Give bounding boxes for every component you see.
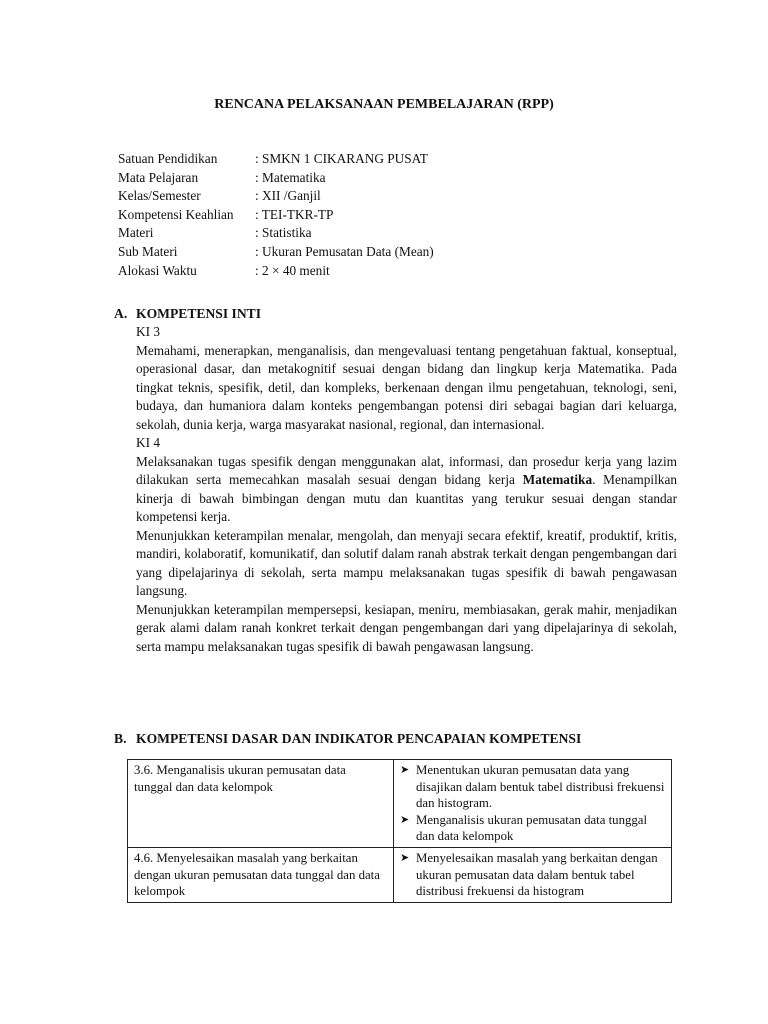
- ki3-label: KI 3: [136, 324, 161, 339]
- identity-value: : SMKN 1 CIKARANG PUSAT: [255, 151, 428, 166]
- arrow-bullet-icon: ➤: [400, 851, 410, 864]
- identity-label: Materi: [118, 225, 154, 241]
- indicator-text: Menyelesaikan masalah yang berkaitan dengan ukuran pemusatan data dalam bentuk tabel distribusi frekuensi da histogram: [416, 850, 658, 899]
- identity-row: [118, 206, 434, 225]
- ki4-paragraph-3: Menunjukkan keterampilan mempersepsi, kesiapan, meniru, membiasakan, gerak mahir, menjadikan gerak alami dalam ranah konkret terkait dengan pengembangan dari yang dipelajarinya di sekolah, serta mampu melaksanakan tugas spesifik di bawah pengawasan langsung.: [136, 601, 677, 654]
- ki4-paragraph-2: Menunjukkan keterampilan menalar, mengolah, dan menyaji secara efektif, kreatif, produktif, kritis, mandiri, kolaboratif, komunikatif, dan solutif dalam ranah abstrak terkait dengan pengembangan dari yang dipelajarinya di sekolah, serta mampu melaksanakan tugas spesifik di bawah pengawasan langsung.: [136, 527, 677, 598]
- arrow-bullet-icon: ➤: [400, 813, 410, 826]
- ki4-paragraph-1: [136, 453, 677, 527]
- ki4-label: KI 4: [136, 435, 161, 450]
- identity-row: [118, 243, 434, 262]
- identity-row: [118, 169, 434, 188]
- section-a-letter: A.: [114, 306, 128, 321]
- arrow-bullet-icon: ➤: [400, 764, 410, 776]
- kd-cell: 3.6. Menganalisis ukuran pemusatan data tunggal dan data kelompok: [128, 760, 394, 848]
- identity-value: : Ukuran Pemusatan Data (Mean): [255, 243, 434, 259]
- identity-value: : TEI-TKR-TP: [255, 206, 334, 222]
- identity-label: Kelas/Semester: [118, 188, 201, 204]
- identity-row: [118, 224, 434, 243]
- identity-label: Sub Materi: [118, 243, 178, 259]
- indicator-item: [400, 762, 665, 812]
- identity-table: [118, 150, 434, 280]
- table-row: [128, 760, 672, 848]
- ki4-text-before: Melaksanakan tugas spesifik dengan menggunakan alat, informasi, dan prosedur kerja yang lazim dilakukan serta memecahkan masalah sesuai dengan bidang kerja: [136, 453, 677, 487]
- indicator-item: [400, 812, 665, 845]
- section-a-title: KOMPETENSI INTI: [136, 306, 262, 321]
- kd-cell: 4.6. Menyelesaikan masalah yang berkaitan dengan ukuran pemusatan data tunggal dan data kelompok: [128, 847, 394, 902]
- identity-label: Kompetensi Keahlian: [118, 206, 234, 222]
- identity-row: [118, 187, 434, 206]
- ki3-text: Memahami, menerapkan, menganalisis, dan mengevaluasi tentang pengetahuan faktual, konseptual, operasional dasar, dan metakognitif sesuai dengan bidang dan lingkup kerja Matematika. Pada tingkat teknis, spesifik, detil, dan kompleks, berkenaan dengan ilmu pengetahuan, teknologi, seni, budaya, dan humaniora dalam konteks pengembangan potensi diri sebagai bagian dari keluarga, sekolah, dunia kerja, warga masyarakat nasional, regional, dan internasional.: [136, 342, 677, 432]
- identity-value: : Statistika: [255, 225, 312, 241]
- section-b-title: KOMPETENSI DASAR DAN INDIKATOR PENCAPAIAN KOMPETENSI: [136, 731, 582, 746]
- identity-row: [118, 150, 434, 169]
- identity-value: : Matematika: [255, 169, 326, 185]
- document-title: RENCANA PELAKSANAAN PEMBELAJARAN (RPP): [214, 97, 554, 112]
- indicator-cell: [394, 847, 672, 902]
- identity-value: : XII /Ganjil: [255, 188, 321, 204]
- identity-row: [118, 262, 434, 281]
- indicator-text: Menganalisis ukuran pemusatan data tunggal dan data kelompok: [416, 812, 647, 844]
- indicator-item: [400, 850, 665, 900]
- section-b-letter: B.: [114, 731, 127, 746]
- kompetensi-inti-body: [136, 323, 677, 656]
- ki4-text-after: . Menampilkan kinerja di bawah bimbingan dengan mutu dan kuantitas yang terukur sesuai dengan standar kompetensi kerja.: [136, 472, 677, 524]
- identity-label: Satuan Pendidikan: [118, 151, 218, 166]
- indicator-cell: [394, 760, 672, 848]
- ki4-bold-subject: Matematika: [522, 472, 593, 487]
- table-row: [128, 847, 672, 902]
- section-a-heading: [114, 305, 261, 324]
- kd-indicator-table: [127, 759, 672, 903]
- identity-label: Mata Pelajaran: [118, 169, 199, 185]
- section-b-heading: [114, 730, 581, 749]
- indicator-text: Menentukan ukuran pemusatan data yang disajikan dalam bentuk tabel distribusi frekuensi dan histogram.: [416, 763, 665, 811]
- identity-value: : 2 × 40 menit: [255, 262, 330, 278]
- identity-label: Alokasi Waktu: [118, 262, 197, 278]
